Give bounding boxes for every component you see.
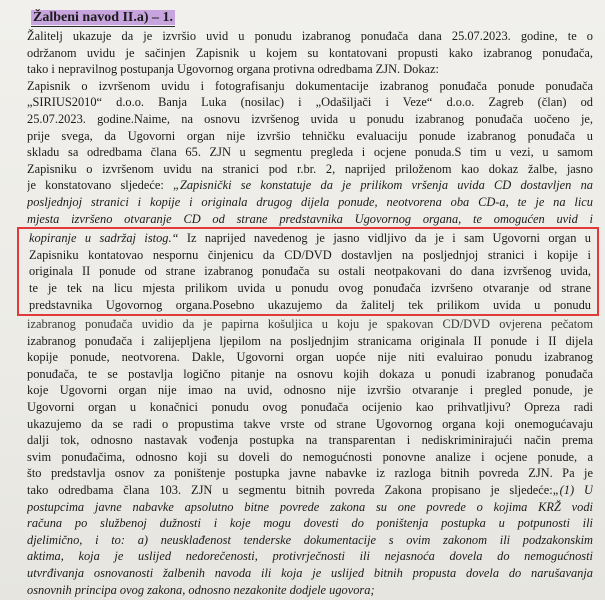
paragraph-line: ponuđača, te se postavlja logično pitanje na osnovu kojih dokaza u ponudi izabranog ponuđača xyxy=(27,366,593,381)
heading-underline xyxy=(31,26,175,27)
paragraph-line xyxy=(27,482,593,499)
quote-line: osnovnih principa ovog zakona, odnosno nezakonite dodjele ugovora; xyxy=(27,582,375,597)
section-heading xyxy=(31,10,175,26)
quote-line: posljednjoj stranici i kopije i originala drugog dijela ponude, neotvorena oba CD-a, te je na licu xyxy=(27,194,593,209)
paragraph-line: 25.07.2023. godine.Naime, na osnovu izvršenog uvida u ponudu izabranog ponuđača uočeno je, xyxy=(27,111,593,126)
heading-highlight: Žalbeni navod II.a) – 1. xyxy=(33,10,174,25)
paragraph-line: Zapisnik o izvršenom uvidu i fotografisanju dokumentacije izabranog ponuđača ponude ponuđača xyxy=(27,78,593,93)
quote-line: mjesta izvršeno otvaranje CD od strane predstavnika Ugovornog organa, te omogućen uvid i xyxy=(27,211,593,226)
paragraph-line: skladu sa odredbama člana 65. ZJN u segmentu pregleda i ocjene ponuda.S tim u vezi, u samom xyxy=(27,145,593,160)
paragraph-line: koje Ugovorni organ nije imao na uvid, odnosno nije izvršio otvaranje i pregled ponude, je xyxy=(27,383,593,398)
paragraph-line: tako i nepravilnog postupanja Ugovornog organa protivna odredbama ZJN. Dokaz: xyxy=(27,62,440,77)
quote-italic-text: kopiranje u sadržaj istog.“ xyxy=(29,231,179,246)
boxed-line: Zapisniku kontatovao nespornu činjenicu da CD/DVD dostavljen na posljednjoj stranici i kopije i xyxy=(29,247,591,262)
red-highlight-box xyxy=(17,227,599,316)
line-normal-text: tako odredbama člana 103. ZJN u segmentu bitnih povreda Zakona propisano je sljedeće: xyxy=(27,483,553,498)
quote-italic-text: „(1) U xyxy=(552,483,593,498)
paragraph-line: kopije ponude, neotvorena. Dakle, Ugovorni organ uopće nije niti evaluirao ponudu izabranog xyxy=(27,350,593,365)
paragraph-line: Ugovorni organ u konačnici ponudu ovog ponuđača ocijenio kao prihvatljivu? Opreza radi xyxy=(27,400,593,415)
paragraph-line: što predstavlja osnov za poništenje postupka javne nabavke iz razloga bitnih povreda ZJN. Pa je xyxy=(27,466,593,481)
line-normal-text: je konstatovano sljedeće: xyxy=(27,178,164,193)
paragraph-line: održanom uvidu je sačinjen Zapisnik u kojem su kontatovani propusti kako izabranog ponuđača, xyxy=(27,45,593,60)
boxed-line: predstavnika Ugovornog organa.Posebno ukazujemo da žalitelj tek prilikom uvida u ponudu xyxy=(29,297,591,312)
paragraph-line: izabranog ponuđača uvidio da je papirna košuljica u koju je spakovan CD/DVD ovjerena pečatom xyxy=(27,317,593,332)
boxed-line: originala II ponude od strane izabranog ponuđača su ostali neotpakovani do dana izvršenog uvida, xyxy=(29,264,591,279)
paragraph-line: izabranog ponuđača i zalijepljena ljepilom na posljednjim stranicama originala II ponude i II dijela xyxy=(27,333,593,348)
quote-line: djelimično, i to: a) neusklađenost tenderske dokumentacije s ovim zakonom ili podzakonskim xyxy=(27,532,593,547)
quote-line: utvrđivanja osnovanosti žalbenih navoda ili koja je uslijed bitnih propusta dovela do narušavanja xyxy=(27,566,593,580)
quote-line: postupcima javne nabavke apsolutno bitne povrede zakona su one povrede o kojima KRŽ vodi xyxy=(27,499,593,514)
paragraph-line: ukazujemo da se radi o propustima takve vrste od strane Ugovornog organa koji onemogućavaju xyxy=(27,416,593,431)
paragraph-line: Zapisniku o izvršenom uvidu na stranici pod r.br. 2, naprijed priloženom kao dokaz žalbe, jasno xyxy=(27,161,593,176)
paragraph-line: Žalitelj ukazuje da je izvršio uvid u ponudu izabranog ponuđača dana 25.07.2023. godine, te o xyxy=(27,29,593,43)
paragraph-line: prije svega, da Ugovorni organ nije izvršio tehničku evaluaciju ponude izabranog ponuđača u xyxy=(27,128,593,143)
quote-italic-text: „Zapisnički se konstatuje da je prilikom vršenja uvida CD dostavljen na xyxy=(163,178,593,193)
paragraph-line: svim ponuđačima, odnosno koji su doveli do nemogućnosti ponovne analize i ocjene ponude, a xyxy=(27,449,593,464)
paragraph-line xyxy=(29,230,591,247)
paragraph-line xyxy=(27,177,593,194)
boxed-line: te je tek na licu mjesta prilikom uvida u ponudu ovog ponuđača izvršeno otvaranje od strane xyxy=(29,280,591,295)
quote-line: aktima, koja je uslijed nedorečenosti, protivrječnosti ili nejasnoća dovela do nemogućnosti xyxy=(27,549,593,564)
paragraph-line: dalji tok, odnosno nastavak vođenja postupka na transparentan i nediskriminirajući način prema xyxy=(27,433,593,448)
paragraph-line: „SIRIUS2010“ d.o.o. Banja Luka (nosilac) i „Odašiljači i Veze“ d.o.o. Zagreb (član) od xyxy=(27,95,593,110)
quote-line: računa po službenoj dužnosti i koje mogu dovesti do poništenja postupka u potpunosti ili xyxy=(27,516,593,531)
line-normal-text: Iz naprijed navedenog je jasno vidljivo da je i sam Ugovorni organ u xyxy=(178,231,591,246)
